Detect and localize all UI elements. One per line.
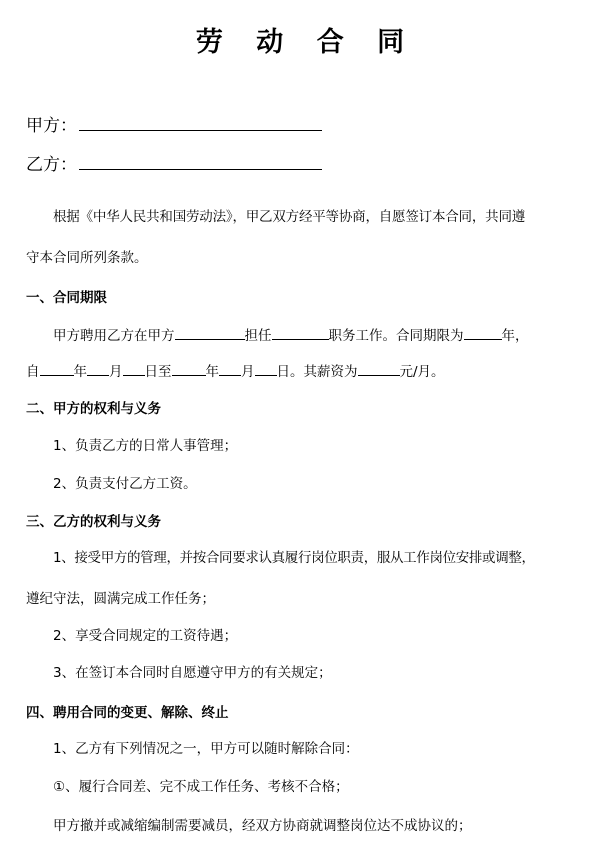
term2-text-f: 月 — [241, 364, 255, 380]
salary-blank — [358, 362, 400, 376]
section-3-item-1-line-2: 遵纪守法，圆满完成工作任务； — [26, 591, 215, 607]
section-4-sub-2: 甲方撤并或减缩编制需要减员，经双方协商就调整岗位达不成协议的； — [53, 818, 472, 834]
section-4-heading: 四、聘用合同的变更、解除、终止 — [26, 705, 229, 721]
workplace-blank — [175, 326, 245, 340]
term-text-c: 职务工作。合同期限为 — [328, 328, 464, 344]
party-a-blank — [79, 112, 322, 131]
party-b-label: 乙方： — [26, 155, 77, 175]
section-2-heading: 二、甲方的权利与义务 — [26, 401, 161, 417]
term-text-b: 担任 — [244, 328, 272, 344]
term2-text-b: 年 — [73, 364, 87, 380]
position-blank — [272, 326, 329, 340]
section-1-heading: 一、合同期限 — [26, 290, 107, 306]
section-4-item-1: 1、乙方有下列情况之一，甲方可以随时解除合同： — [53, 741, 359, 757]
party-a-label: 甲方： — [26, 116, 77, 136]
section-4-sub-1: ①、履行合同差、完不成工作任务、考核不合格； — [53, 779, 349, 795]
term2-text-h: 元/月。 — [399, 364, 445, 380]
section-3-item-2: 2、享受合同规定的工资待遇； — [53, 628, 238, 644]
years-blank — [464, 326, 502, 340]
section-2-item-2: 2、负责支付乙方工资。 — [53, 476, 197, 492]
term-text-d: 年， — [501, 328, 529, 344]
start-month-blank — [87, 362, 109, 376]
party-b-row — [26, 150, 322, 175]
document-title: 劳 动 合 同 — [195, 27, 417, 58]
party-b-blank — [79, 151, 322, 170]
term-line-1 — [53, 326, 529, 344]
term2-text-e: 年 — [205, 364, 219, 380]
term-line-2 — [26, 362, 445, 380]
section-3-item-3: 3、在签订本合同时自愿遵守甲方的有关规定； — [53, 665, 332, 681]
section-2-item-1: 1、负责乙方的日常人事管理； — [53, 438, 238, 454]
end-year-blank — [172, 362, 206, 376]
intro-line-2: 守本合同所列条款。 — [26, 250, 148, 266]
term2-text-a: 自 — [26, 364, 40, 380]
term-text-a: 甲方聘用乙方在甲方 — [53, 328, 175, 344]
party-a-row — [26, 111, 322, 136]
section-3-item-1-line-1: 1、接受甲方的管理，并按合同要求认真履行岗位职责，服从工作岗位安排或调整， — [53, 550, 535, 566]
term2-text-g: 日。其薪资为 — [276, 364, 358, 380]
start-year-blank — [40, 362, 74, 376]
term2-text-c: 月 — [109, 364, 123, 380]
start-day-blank — [123, 362, 145, 376]
intro-line-1: 根据《中华人民共和国劳动法》，甲乙双方经平等协商，自愿签订本合同，共同遵 — [53, 209, 526, 225]
end-day-blank — [255, 362, 277, 376]
section-3-heading: 三、乙方的权利与义务 — [26, 514, 161, 530]
end-month-blank — [219, 362, 241, 376]
term2-text-d: 日至 — [144, 364, 172, 380]
